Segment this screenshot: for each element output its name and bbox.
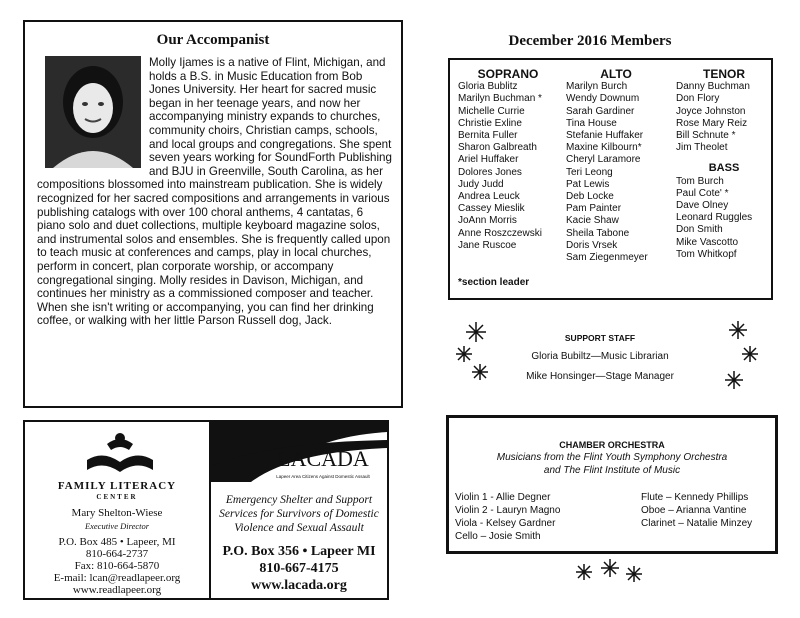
family-literacy-contact-name: Mary Shelton-Wiese [71, 507, 163, 519]
member-name: Sharon Galbreath [458, 142, 537, 154]
member-name: Cheryl Laramore [566, 154, 641, 166]
member-name: Marilyn Burch [566, 81, 628, 93]
member-name: JoAnn Morris [458, 215, 517, 227]
tenor-heading: TENOR [703, 67, 745, 81]
member-name: Don Flory [676, 93, 720, 105]
member-name: Kacie Shaw [566, 215, 619, 227]
soprano-list [458, 81, 558, 252]
lacada-phone: 810-667-4175 [259, 561, 339, 576]
member-name: Dolores Jones [458, 166, 522, 178]
member-name: Paul Cote' * [676, 187, 729, 199]
alto-heading: ALTO [600, 67, 632, 81]
family-literacy-email: E-mail: lcan@readlapeer.org [53, 572, 181, 584]
member-name: Judy Judd [458, 178, 504, 190]
member-name: Mike Vascotto [676, 236, 739, 248]
orchestra-subtitle-1: Musicians from the Flint Youth Symphony Orchestra [496, 452, 728, 463]
family-literacy-contact-title: Executive Director [84, 521, 150, 531]
member-name: Sheila Tabone [566, 227, 630, 239]
accompanist-box [23, 20, 403, 408]
tenor-list [676, 81, 772, 154]
family-literacy-ad [25, 422, 209, 598]
member-name: Bernita Fuller [458, 130, 518, 142]
sponsor-ads-box [23, 420, 389, 600]
support-staff-title: SUPPORT STAFF [564, 333, 636, 343]
member-name: Ariel Huffaker [458, 154, 519, 166]
member-name: Bill Schnute * [676, 130, 736, 142]
family-literacy-phone: 810-664-2737 [85, 548, 149, 560]
member-name: Leonard Ruggles [676, 212, 753, 224]
orchestra-subtitle-2: and The Flint Institute of Music [543, 465, 681, 476]
support-staff-line-2: Mike Honsinger—Stage Manager [526, 371, 674, 382]
member-name: Maxine Kilbourn* [566, 142, 642, 154]
lacada-logo-text: LACADA [277, 446, 369, 471]
alto-list [566, 81, 666, 264]
snowflake-cluster-bottom-icon [572, 556, 648, 586]
orchestra-box [446, 415, 778, 554]
member-name: Teri Leong [566, 166, 613, 178]
member-name: Michelle Currie [458, 105, 525, 117]
member-name: Marilyn Buchman * [458, 93, 542, 105]
section-leader-footnote: *section leader [458, 277, 530, 288]
member-name: Andrea Leuck [458, 191, 520, 203]
family-literacy-name: FAMILY LITERACY [57, 480, 177, 492]
soprano-heading: SOPRANO [477, 67, 539, 81]
member-name: Gloria Bublitz [458, 81, 518, 93]
member-name: Tina House [566, 117, 617, 129]
orchestra-player: Violin 2 - Lauryn Magno [455, 505, 561, 516]
member-name: Wendy Downum [566, 93, 640, 105]
member-name: Sam Ziegenmeyer [566, 252, 648, 264]
family-literacy-fax: Fax: 810-664-5870 [74, 560, 160, 572]
alto-column [566, 68, 666, 264]
member-name: Doris Vrsek [566, 239, 618, 251]
member-name: Deb Locke [566, 191, 614, 203]
orchestra-player: Clarinet – Natalie Minzey [641, 518, 753, 529]
member-name: Pat Lewis [566, 178, 610, 190]
accompanist-bio [37, 56, 393, 328]
orchestra-player: Oboe – Arianna Vantine [641, 505, 747, 516]
bass-list [676, 176, 772, 261]
orchestra-player: Violin 1 - Allie Degner [455, 492, 551, 503]
lacada-tagline-1: Emergency Shelter and Support [225, 494, 373, 506]
member-name: Jim Theolet [676, 142, 728, 154]
snowflake-cluster-right-icon [718, 318, 762, 398]
lacada-ad [211, 422, 387, 598]
lacada-website: www.lacada.org [251, 578, 347, 593]
open-book-icon [85, 430, 155, 476]
orchestra-title: CHAMBER ORCHESTRA [559, 440, 665, 450]
lacada-tagline-2: Services for Survivors of Domestic [219, 508, 379, 520]
orchestra-player: Flute – Kennedy Phillips [641, 492, 749, 503]
members-box [448, 58, 773, 300]
support-staff-line-1: Gloria Bubiltz—Music Librarian [531, 351, 669, 362]
orchestra-player: Viola - Kelsey Gardner [455, 518, 556, 529]
lacada-logo [211, 422, 387, 486]
orchestra-player: Cello – Josie Smith [455, 531, 541, 542]
tenor-column [676, 68, 772, 261]
member-name: Jane Ruscoe [458, 239, 517, 251]
accompanist-bio-text: Molly Ijames is a native of Flint, Michigan, and holds a B.S. in Music Education from Bob Jones University. Her heart for sacred music began in her teenage years, and now her accompanying ministry expands to churches, community choirs, Christian camps, schools, and local groups and congregations. She spent seven years working for SoundForth Publishing and BJU in Greenville, South Carolina, as her compositions blossomed into mainstream publication. She is widely recognized for her sacred compositions and arrangements in various publishing catalogs with over 100 choral anthems, 4 cantatas, 6 piano solo and duet collections, multiple keyboard magazine solos, and instrumental solos and ensembles. She is frequently called upon to teach music at conferences and camps, play in local churches, perform in concert, plan corporate worship, or accompany congregational singing. Molly resides in Davison, Michigan, and continues her ministry as a commissioned composer and teacher. When she isn't writing or accompanying, you can find her drinking coffee, or walking with her little Parson Russell dog, Jack. [37, 56, 392, 328]
family-literacy-center: CENTER [96, 493, 138, 501]
snowflake-cluster-left-icon [452, 318, 496, 382]
lacada-tagline-3: Violence and Sexual Assault [234, 522, 364, 534]
lacada-logo-tagline: Lapeer Area Citizens Against Domestic Assault [276, 474, 370, 479]
member-name: Don Smith [676, 224, 723, 236]
bass-heading: BASS [708, 162, 740, 175]
member-name: Dave Olney [676, 200, 729, 212]
member-name: Rose Mary Reiz [676, 117, 748, 129]
members-title: December 2016 Members [508, 33, 672, 49]
member-name: Anne Roszczewski [458, 227, 542, 239]
member-name: Sarah Gardiner [566, 105, 635, 117]
soprano-column [458, 68, 558, 252]
member-name: Pam Painter [566, 203, 622, 215]
accompanist-title: Our Accompanist [156, 32, 270, 48]
member-name: Tom Burch [676, 175, 724, 187]
member-name: Danny Buchman [676, 81, 750, 93]
member-name: Christie Exline [458, 117, 522, 129]
family-literacy-address: P.O. Box 485 • Lapeer, MI [58, 536, 176, 548]
member-name: Stefanie Huffaker [566, 130, 644, 142]
lacada-address: P.O. Box 356 • Lapeer MI [222, 544, 376, 559]
member-name: Joyce Johnston [676, 105, 746, 117]
member-name: Cassey Mieslik [458, 203, 525, 215]
family-literacy-website: www.readlapeer.org [72, 584, 162, 596]
member-name: Tom Whitkopf [676, 248, 737, 260]
